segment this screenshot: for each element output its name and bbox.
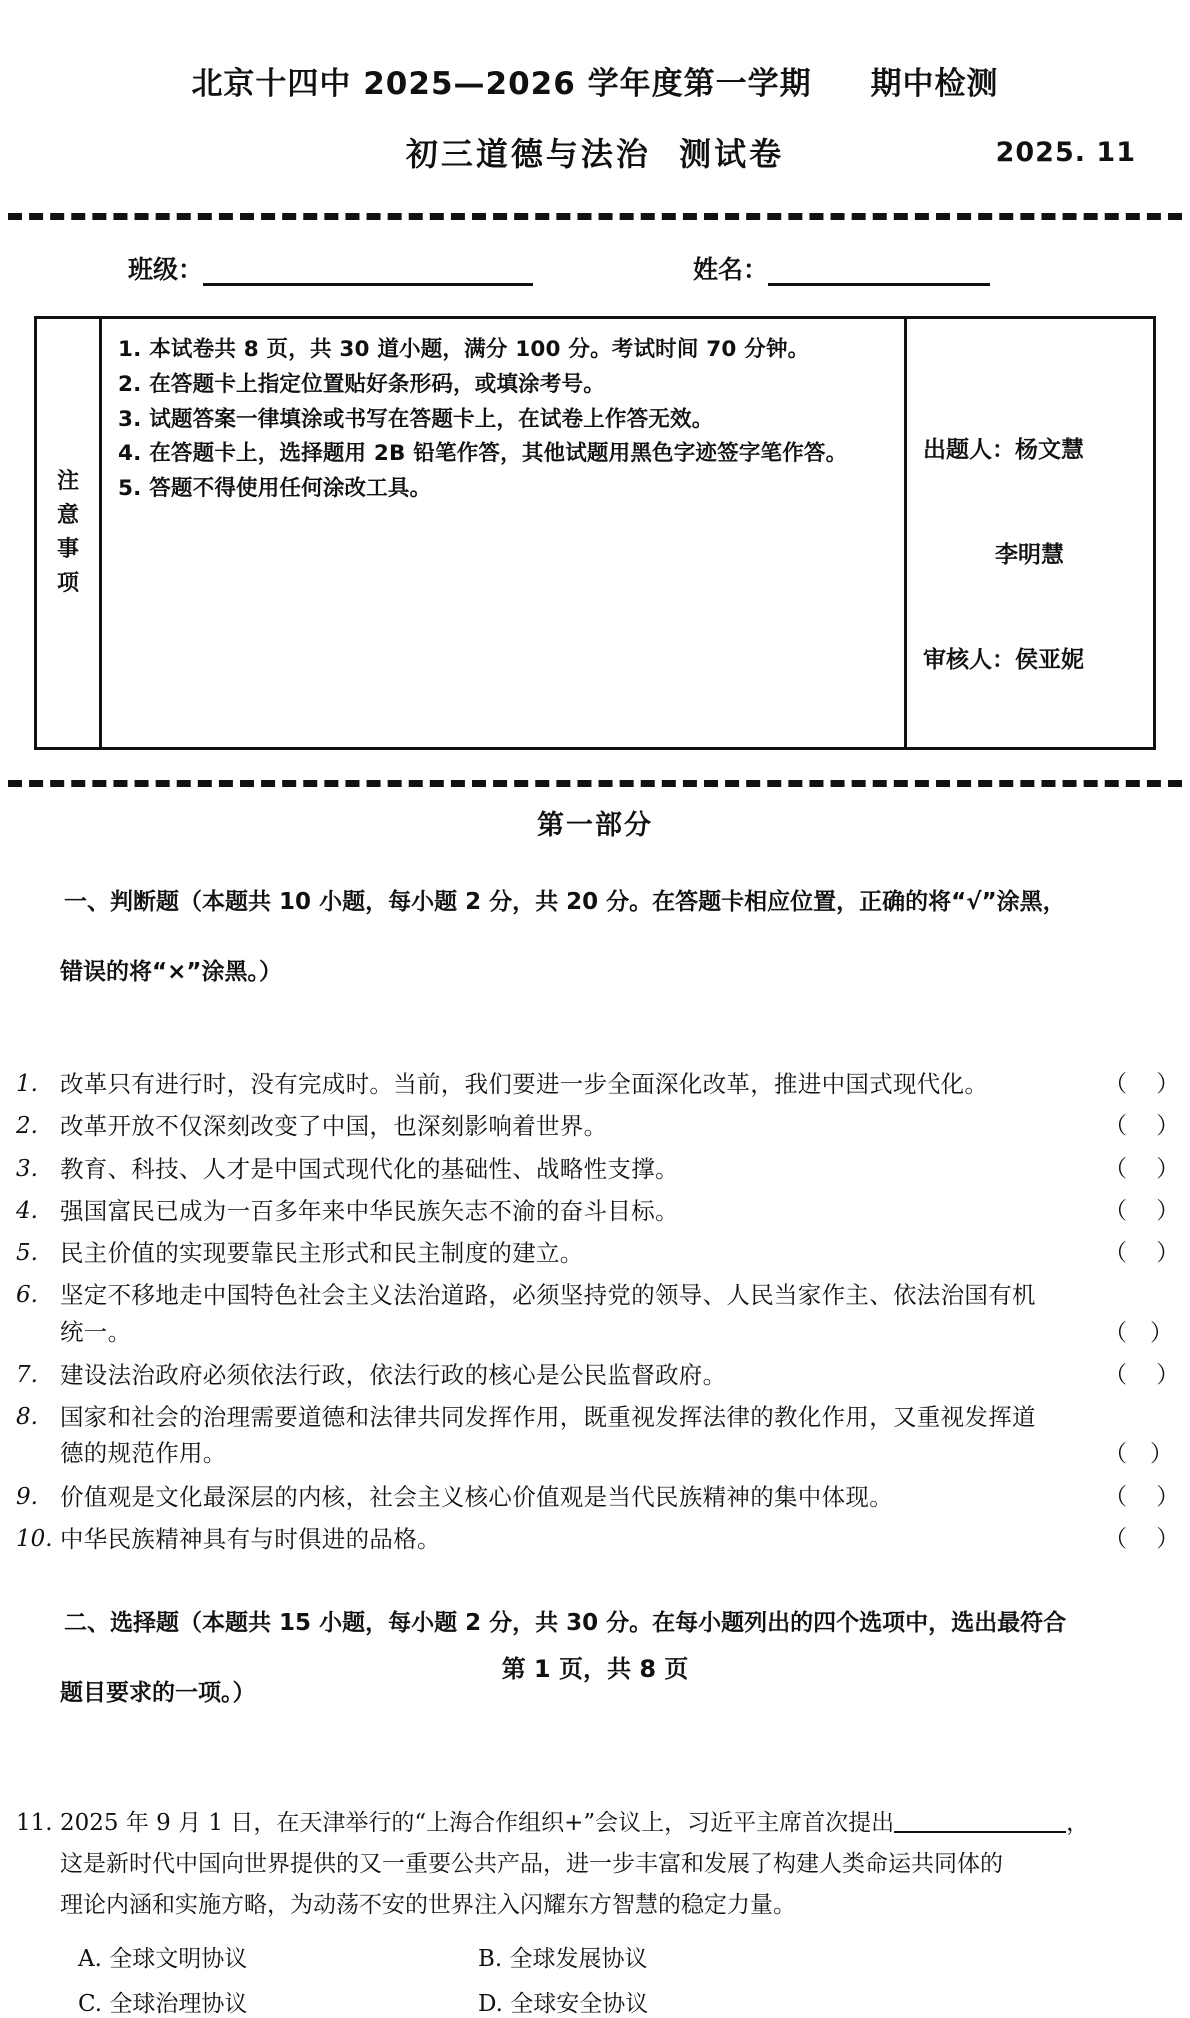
question-item bbox=[16, 1400, 1168, 1435]
question-text: 坚定不移地走中国特色社会主义法治道路，必须坚持党的领导、人民当家作主、依法治国有机 bbox=[60, 1281, 1036, 1310]
question-11-line3: 理论内涵和实施方略，为动荡不安的世界注入闪耀东方智慧的稳定力量。 bbox=[60, 1891, 796, 1918]
option-a[interactable]: A. 全球文明协议 bbox=[78, 1945, 248, 1972]
answer-bracket[interactable]: （ ） bbox=[1104, 1525, 1180, 1552]
option-row bbox=[78, 1940, 1168, 1973]
question-number: 9. bbox=[16, 1483, 38, 1510]
notice-tag-char-2: 意 bbox=[56, 503, 79, 529]
question-item bbox=[16, 1236, 1180, 1271]
section-two-heading-line2: 题目要求的一项。） bbox=[60, 1680, 256, 1707]
notice-items bbox=[102, 319, 907, 747]
notice-tag-char-4: 项 bbox=[56, 571, 79, 597]
exam-subject-row bbox=[0, 129, 1190, 181]
question-text: 民主价值的实现要靠民主形式和民主制度的建立。 bbox=[60, 1239, 584, 1268]
answer-bracket[interactable]: （ ） bbox=[1104, 1361, 1180, 1388]
exam-school-title: 北京十四中 2025—2026 学年度第一学期 期中检测 bbox=[191, 66, 999, 102]
exam-date: 2025. 11 bbox=[995, 137, 1136, 168]
question-item bbox=[16, 1152, 1180, 1187]
question-item-11 bbox=[16, 1803, 1168, 1926]
question-item bbox=[16, 1194, 1180, 1229]
question-item bbox=[16, 1109, 1180, 1144]
question-item bbox=[16, 1278, 1168, 1313]
question-text-continued: 德的规范作用。 bbox=[60, 1441, 227, 1468]
question-item bbox=[16, 1480, 1180, 1515]
question-text: 中华民族精神具有与时俱进的品格。 bbox=[60, 1524, 441, 1553]
page-footer: 第 1 页，共 8 页 bbox=[501, 1655, 689, 1683]
question-number: 10. bbox=[16, 1525, 53, 1552]
name-label: 姓名： bbox=[693, 255, 769, 284]
notice-item: 1. 本试卷共 8 页，共 30 道小题，满分 100 分。考试时间 70 分钟。 bbox=[118, 337, 810, 362]
notice-tag-char-1: 注 bbox=[56, 469, 79, 495]
notice-tag bbox=[37, 319, 102, 747]
answer-bracket[interactable]: （ ） bbox=[1104, 1441, 1173, 1467]
notice-meta bbox=[907, 319, 1153, 747]
notice-item: 2. 在答题卡上指定位置贴好条形码，或填涂考号。 bbox=[118, 371, 605, 397]
answer-bracket[interactable]: （ ） bbox=[1104, 1113, 1180, 1140]
notice-box bbox=[34, 316, 1156, 750]
option-d[interactable]: D. 全球安全协议 bbox=[478, 1990, 649, 2017]
answer-bracket[interactable]: （ ） bbox=[1104, 1071, 1180, 1098]
question-text-continued: 统一。 bbox=[60, 1319, 132, 1346]
question-text: 改革只有进行时，没有完成时。当前，我们要进一步全面深化改革，推进中国式现代化。 bbox=[60, 1070, 989, 1099]
question-11-stem-before: 2025 年 9 月 1 日，在天津举行的“上海合作组织+”会议上，习近平主席首次提出 bbox=[60, 1809, 895, 1836]
exam-author-second: 李明慧 bbox=[995, 541, 1064, 568]
question-item bbox=[16, 1067, 1180, 1102]
question-number: 4. bbox=[16, 1197, 38, 1224]
question-11-options bbox=[16, 1940, 1168, 2018]
fill-in-blank[interactable] bbox=[894, 1811, 1066, 1833]
question-text: 建设法治政府必须依法行政，依法行政的核心是公民监督政府。 bbox=[60, 1360, 727, 1389]
name-input[interactable] bbox=[768, 257, 990, 286]
notice-tag-char-3: 事 bbox=[56, 537, 79, 563]
exam-author: 出题人：杨文慧 bbox=[923, 436, 1084, 463]
question-text: 价值观是文化最深层的内核，社会主义核心价值观是当代民族精神的集中体现。 bbox=[60, 1482, 893, 1511]
question-11-stem-after: ， bbox=[1066, 1809, 1090, 1836]
part-title: 第一部分 bbox=[537, 810, 653, 842]
exam-subject-title: 初三道德与法治 测试卷 bbox=[405, 135, 785, 173]
section-one-heading-line1: 一、判断题（本题共 10 小题，每小题 2 分，共 20 分。在答题卡相应位置，正确的将“√”涂黑， bbox=[64, 889, 1066, 916]
student-info-row bbox=[0, 250, 1190, 286]
divider-bottom bbox=[8, 780, 1182, 787]
question-text: 强国富民已成为一百多年来中华民族矢志不渝的奋斗目标。 bbox=[60, 1196, 679, 1225]
question-number: 6. bbox=[16, 1282, 38, 1309]
class-label: 班级： bbox=[128, 255, 204, 284]
notice-item: 5. 答题不得使用任何涂改工具。 bbox=[118, 476, 432, 502]
question-number: 8. bbox=[16, 1404, 38, 1431]
question-item-continuation bbox=[16, 1437, 1173, 1472]
question-item bbox=[16, 1522, 1180, 1557]
answer-bracket[interactable]: （ ） bbox=[1104, 1155, 1180, 1182]
exam-reviewer: 审核人：侯亚妮 bbox=[923, 646, 1084, 673]
option-c[interactable]: C. 全球治理协议 bbox=[78, 1990, 248, 2017]
divider-top bbox=[8, 213, 1182, 220]
question-number: 2. bbox=[16, 1113, 38, 1140]
option-row bbox=[78, 1985, 1168, 2018]
option-b[interactable]: B. 全球发展协议 bbox=[478, 1945, 648, 1972]
question-number: 3. bbox=[16, 1155, 38, 1182]
answer-bracket[interactable]: （ ） bbox=[1104, 1197, 1180, 1224]
notice-item: 3. 试题答案一律填涂或书写在答题卡上，在试卷上作答无效。 bbox=[118, 406, 714, 432]
question-number: 7. bbox=[16, 1361, 38, 1388]
question-text: 教育、科技、人才是中国式现代化的基础性、战略性支撑。 bbox=[60, 1154, 679, 1183]
question-text bbox=[60, 1803, 1168, 1844]
section-judgement bbox=[0, 850, 1190, 2017]
class-input[interactable] bbox=[203, 257, 533, 286]
question-number: 5. bbox=[16, 1240, 38, 1267]
section-two-heading-line1: 二、选择题（本题共 15 小题，每小题 2 分，共 30 分。在每小题列出的四个选项中，选出最符合 bbox=[64, 1610, 1067, 1637]
section-one-heading-line2: 错误的将“×”涂黑。） bbox=[60, 959, 283, 986]
answer-bracket[interactable]: （ ） bbox=[1104, 1319, 1173, 1345]
question-text: 国家和社会的治理需要道德和法律共同发挥作用，既重视发挥法律的教化作用，又重视发挥道 bbox=[60, 1403, 1036, 1432]
question-11-line1 bbox=[16, 1803, 1168, 1844]
answer-bracket[interactable]: （ ） bbox=[1104, 1483, 1180, 1510]
question-number: 11. bbox=[16, 1809, 53, 1836]
notice-item: 4. 在答题卡上，选择题用 2B 铅笔作答，其他试题用黑色字迹签字笔作答。 bbox=[118, 441, 848, 467]
section-one-heading bbox=[16, 850, 1168, 1060]
answer-bracket[interactable]: （ ） bbox=[1104, 1240, 1180, 1267]
question-text: 改革开放不仅深刻改变了中国，也深刻影响着世界。 bbox=[60, 1112, 608, 1141]
question-item-continuation bbox=[16, 1316, 1173, 1351]
question-item bbox=[16, 1358, 1180, 1393]
exam-page bbox=[0, 58, 1190, 2017]
question-11-line2: 这是新时代中国向世界提供的又一重要公共产品，进一步丰富和发展了构建人类命运共同体的 bbox=[60, 1850, 1003, 1877]
question-number: 1. bbox=[16, 1071, 38, 1098]
